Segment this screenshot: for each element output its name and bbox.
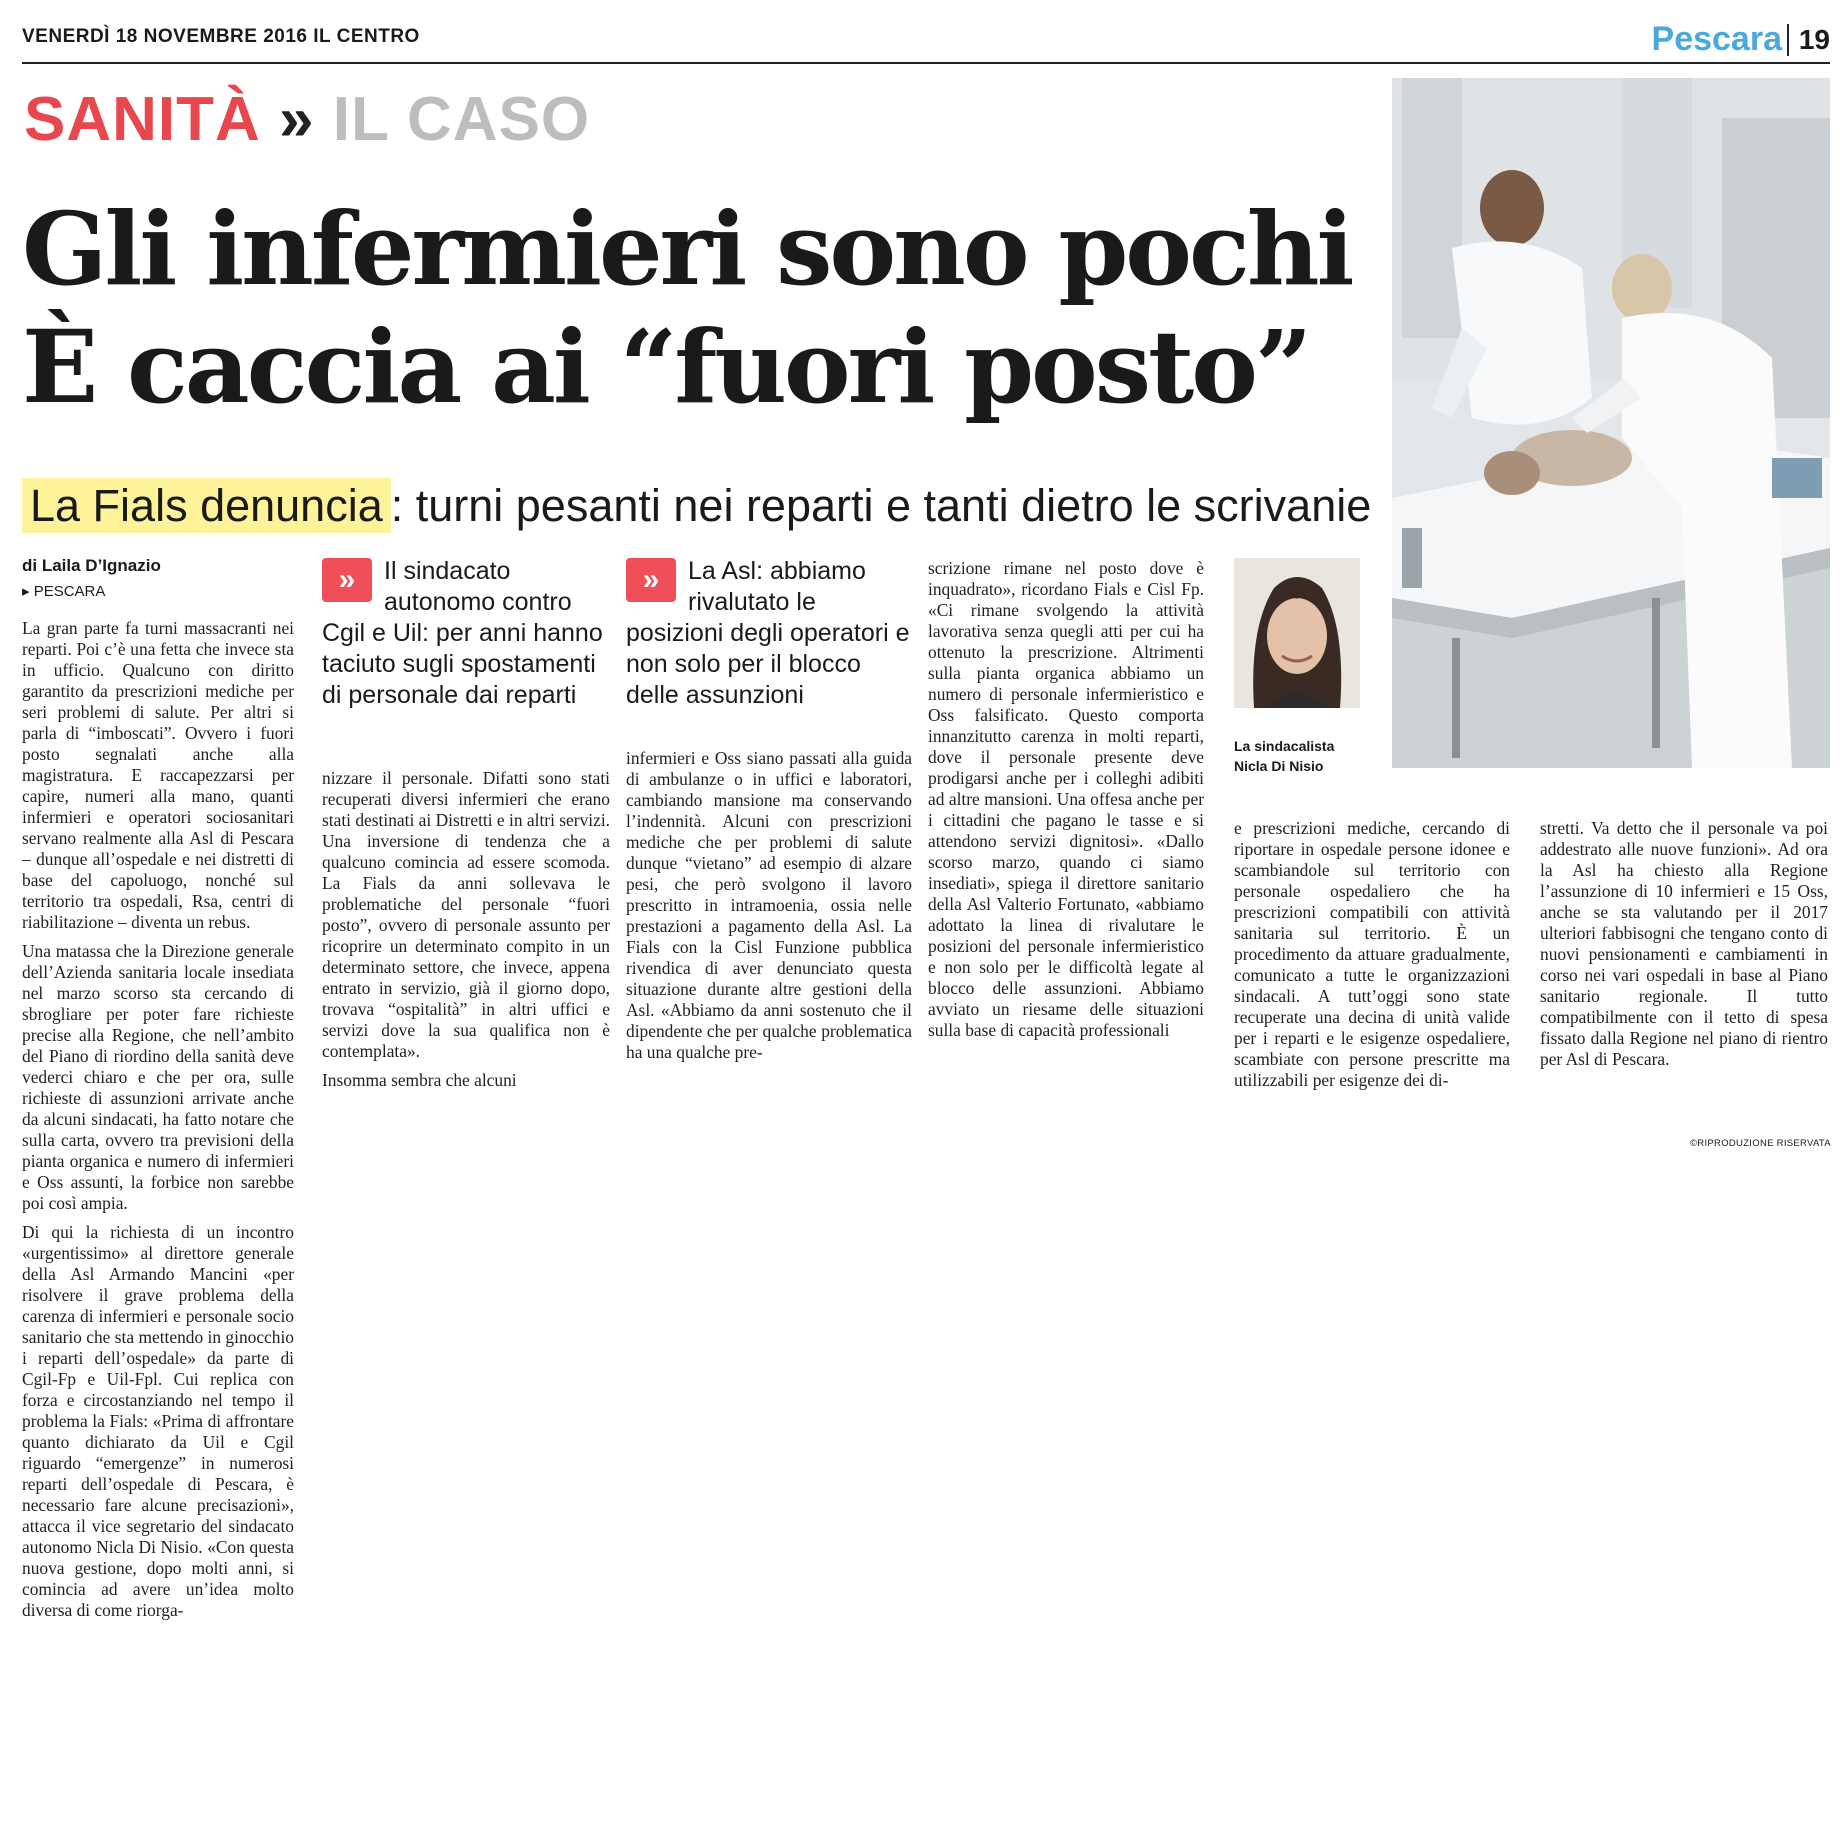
portrait-illustration xyxy=(1234,558,1360,708)
copyright-credit: ©RIPRODUZIONE RISERVATA xyxy=(1690,1138,1831,1149)
kicker-label: IL CASO xyxy=(332,85,591,154)
chevron-right-icon: » xyxy=(626,558,676,602)
byline-author: di Laila D’Ignazio xyxy=(22,556,161,575)
nurses-photo xyxy=(1392,78,1830,768)
paragraph: Di qui la richiesta di un incontro «urgentissimo» al direttore generale della Asl Armando Mancini «per risolvere il grave problema della carenza di infermieri e personale socio sanitario che sta mettendo in ginocchio i reparti dell’ospedale» da parte di Cgil-Fp e Uil-Fpl. Cui replica con forza e circostanziando nel tempo il problema la Fials: «Prima di affrontare quanto dichiarato da Uil e Cgil riguardo “emergenze” in numerosi reparti dell’ospedale di Pescara, è necessario fare alcune precisazioni», attacca il vice segretario del sindacato autonomo Nicla Di Nisio. «Con questa nuova gestione, dopo molti anni, si comincia ad avere un’idea molto diversa di come riorga- xyxy=(22,1222,294,1620)
article-column-3 xyxy=(626,748,912,1071)
page-number: 19 xyxy=(1787,24,1830,56)
paragraph: nizzare il personale. Difatti sono stati recuperati diversi infermieri che erano stati destinati ai Distretti e in altri servizi. Una inversione di tendenza che a qualcuno comincia ad essere scomoda. La Fials da anni sollevava le problematiche del personale “fuori posto”, ovvero di personale assunto per ricoprire un determinato compito in un determinato settore, che invece, appena entrato in servizio, già il giorno dopo, trovava “ospitalità” in altri uffici e servizi dove la sua qualifica non è contemplata». xyxy=(322,768,610,1061)
headline xyxy=(22,190,1382,426)
portrait-photo xyxy=(1234,558,1360,708)
caption-line-2: Nicla Di Nisio xyxy=(1234,758,1324,774)
paragraph: stretti. Va detto che il personale va poi addestrato alle nuove funzioni». Ad ora la Asl ha chiesto alla Regione l’assunzione di 10 infermieri e 15 Oss, anche se sta valutando per il 2017 ulteriori fabbisogni che tengano conto di nuovi pensionamenti e cambiamenti in corso nei vari ospedali in base al Piano sanitario regionale. Il tutto compatibilmente con il tetto di spesa fissato dalla Regione nel piano di rientro per Asl di Pescara. xyxy=(1540,818,1828,1069)
caption-line-1: La sindacalista xyxy=(1234,738,1335,754)
portrait-caption xyxy=(1234,736,1384,776)
article-column-4 xyxy=(928,558,1204,1049)
paper-name: IL CENTRO xyxy=(313,26,420,47)
callout-text: La Asl: abbiamo rivalutato le posizioni degli operatori e non solo per il blocco delle assunzioni xyxy=(626,557,910,709)
date-text: VENERDÌ 18 NOVEMBRE 2016 xyxy=(22,26,308,47)
subheadline xyxy=(22,478,1382,534)
headline-line-1: Gli infermieri sono pochi xyxy=(22,190,1352,308)
headline-line-2: È caccia ai “fuori posto” xyxy=(22,308,1310,426)
byline-place: ▸ PESCARA xyxy=(22,583,106,600)
callout-1 xyxy=(322,556,612,711)
section-name: Pescara xyxy=(1651,20,1782,58)
article-column-6 xyxy=(1540,818,1828,1078)
chevron-right-icon: » xyxy=(322,558,372,602)
kicker xyxy=(24,84,590,155)
place-text: PESCARA xyxy=(33,583,106,600)
issue-date xyxy=(22,26,420,48)
article-column-1 xyxy=(22,618,294,1629)
article-column-5 xyxy=(1234,818,1510,1099)
subhead-highlight: La Fials denuncia xyxy=(22,478,391,533)
kicker-separator: » xyxy=(279,85,315,154)
page-header xyxy=(22,20,1830,64)
paragraph: Insomma sembra che alcuni xyxy=(322,1070,517,1090)
callout-text: Il sindacato autonomo contro Cgil e Uil: per anni hanno taciuto sugli spostamenti di personale dai reparti xyxy=(322,557,603,709)
paragraph: infermieri e Oss siano passati alla guida di ambulanze o in uffici e laboratori, cambiando mansione ma conservando l’indennità. Alcuni con prescrizioni mediche che per problemi di salute dunque “vietano” ad esempio di alzare pesi, che però svolgono il lavoro prescritto in intramoenia, ossia nelle prestazioni a pagamento della Asl. La Fials con la Cisl Funzione pubblica rivendica di aver denunciato questa situazione durante altre gestioni della Asl. «Abbiamo da anni sostenuto che il dipendente che per qualche problematica ha una qualche pre- xyxy=(626,748,912,1062)
subhead-text: : turni pesanti nei reparti e tanti dietro le scrivanie xyxy=(390,480,1372,531)
kicker-topic: SANITÀ xyxy=(24,85,261,154)
paragraph: Una matassa che la Direzione generale dell’Azienda sanitaria locale insediata nel marzo scorso sta cercando di sbrogliare per poter fare richieste precise alla Regione, che nell’ambito del Piano di riordino della sanità deve vederci chiaro e che per ora, sulle richieste di assunzioni arrivate anche da alcuni sindacati, ha fatto notare che sulla carta, ovvero tra previsioni della pianta organica e numero di infermieri e Oss assunti, la forbice non sarebbe poi così ampia. xyxy=(22,941,294,1213)
nurses-photo-illustration xyxy=(1392,78,1830,768)
callout-2 xyxy=(626,556,916,711)
article-column-2 xyxy=(322,768,610,1099)
paragraph: La gran parte fa turni massacranti nei reparti. Poi c’è una fetta che invece sta in ufficio. Qualcuno con diritto garantito da prescrizioni mediche per seri problemi di salute. Per altri si parla di “imboscati”. Ovvero i fuori posto segnalati anche alla magistratura. E raccapezzarsi per capire, numeri alla mano, quanti infermieri e operatori sociosanitari servano realmente alla Asl di Pescara – dunque all’ospedale e nei distretti di base del capoluogo, nonché sul territorio tra ospedali, Rsa, centri di riabilitazione – diventa un rebus. xyxy=(22,618,294,932)
paragraph: e prescrizioni mediche, cercando di riportare in ospedale persone idonee e scambiandole sul territorio con personale ospedaliero che ha prescrizioni compatibili con attività sanitaria sul territorio. È un procedimento da attuare gradualmente, comunicato a tutte le organizzazioni sindacali. A tutt’oggi sono state recuperate una decina di unità valide per i reparti e le esigenze ospedaliere, scambiate con persone prescritte ma utilizzabili per esigenze dei di- xyxy=(1234,818,1510,1090)
paragraph: scrizione rimane nel posto dove è inquadrato», ricordano Fials e Cisl Fp. «Ci rimane svolgendo la attività lavorativa senza quegli atti per cui ha ottenuto la prescrizione. Altrimenti sulla pianta organica abbiamo un numero di personale infermieristico e Oss falsificato. Questo comporta innanzitutto carenza in molti reparti, dove il personale presente deve prodigarsi anche per i colleghi adibiti ad altre mansioni. Una offesa anche per i cittadini che pagano le tasse e si attendono servizi dignitosi». «Dallo scorso marzo, quando ci siamo insediati», spiega il direttore sanitario della Asl Valterio Fortunato, «abbiamo adottato la linea di rivalutare le posizioni del personale infermieristico e non solo per le difficoltà legate al blocco delle assunzioni. Abbiamo avviato un riesame delle situazioni sulla base di capacità professionali xyxy=(928,558,1204,1040)
